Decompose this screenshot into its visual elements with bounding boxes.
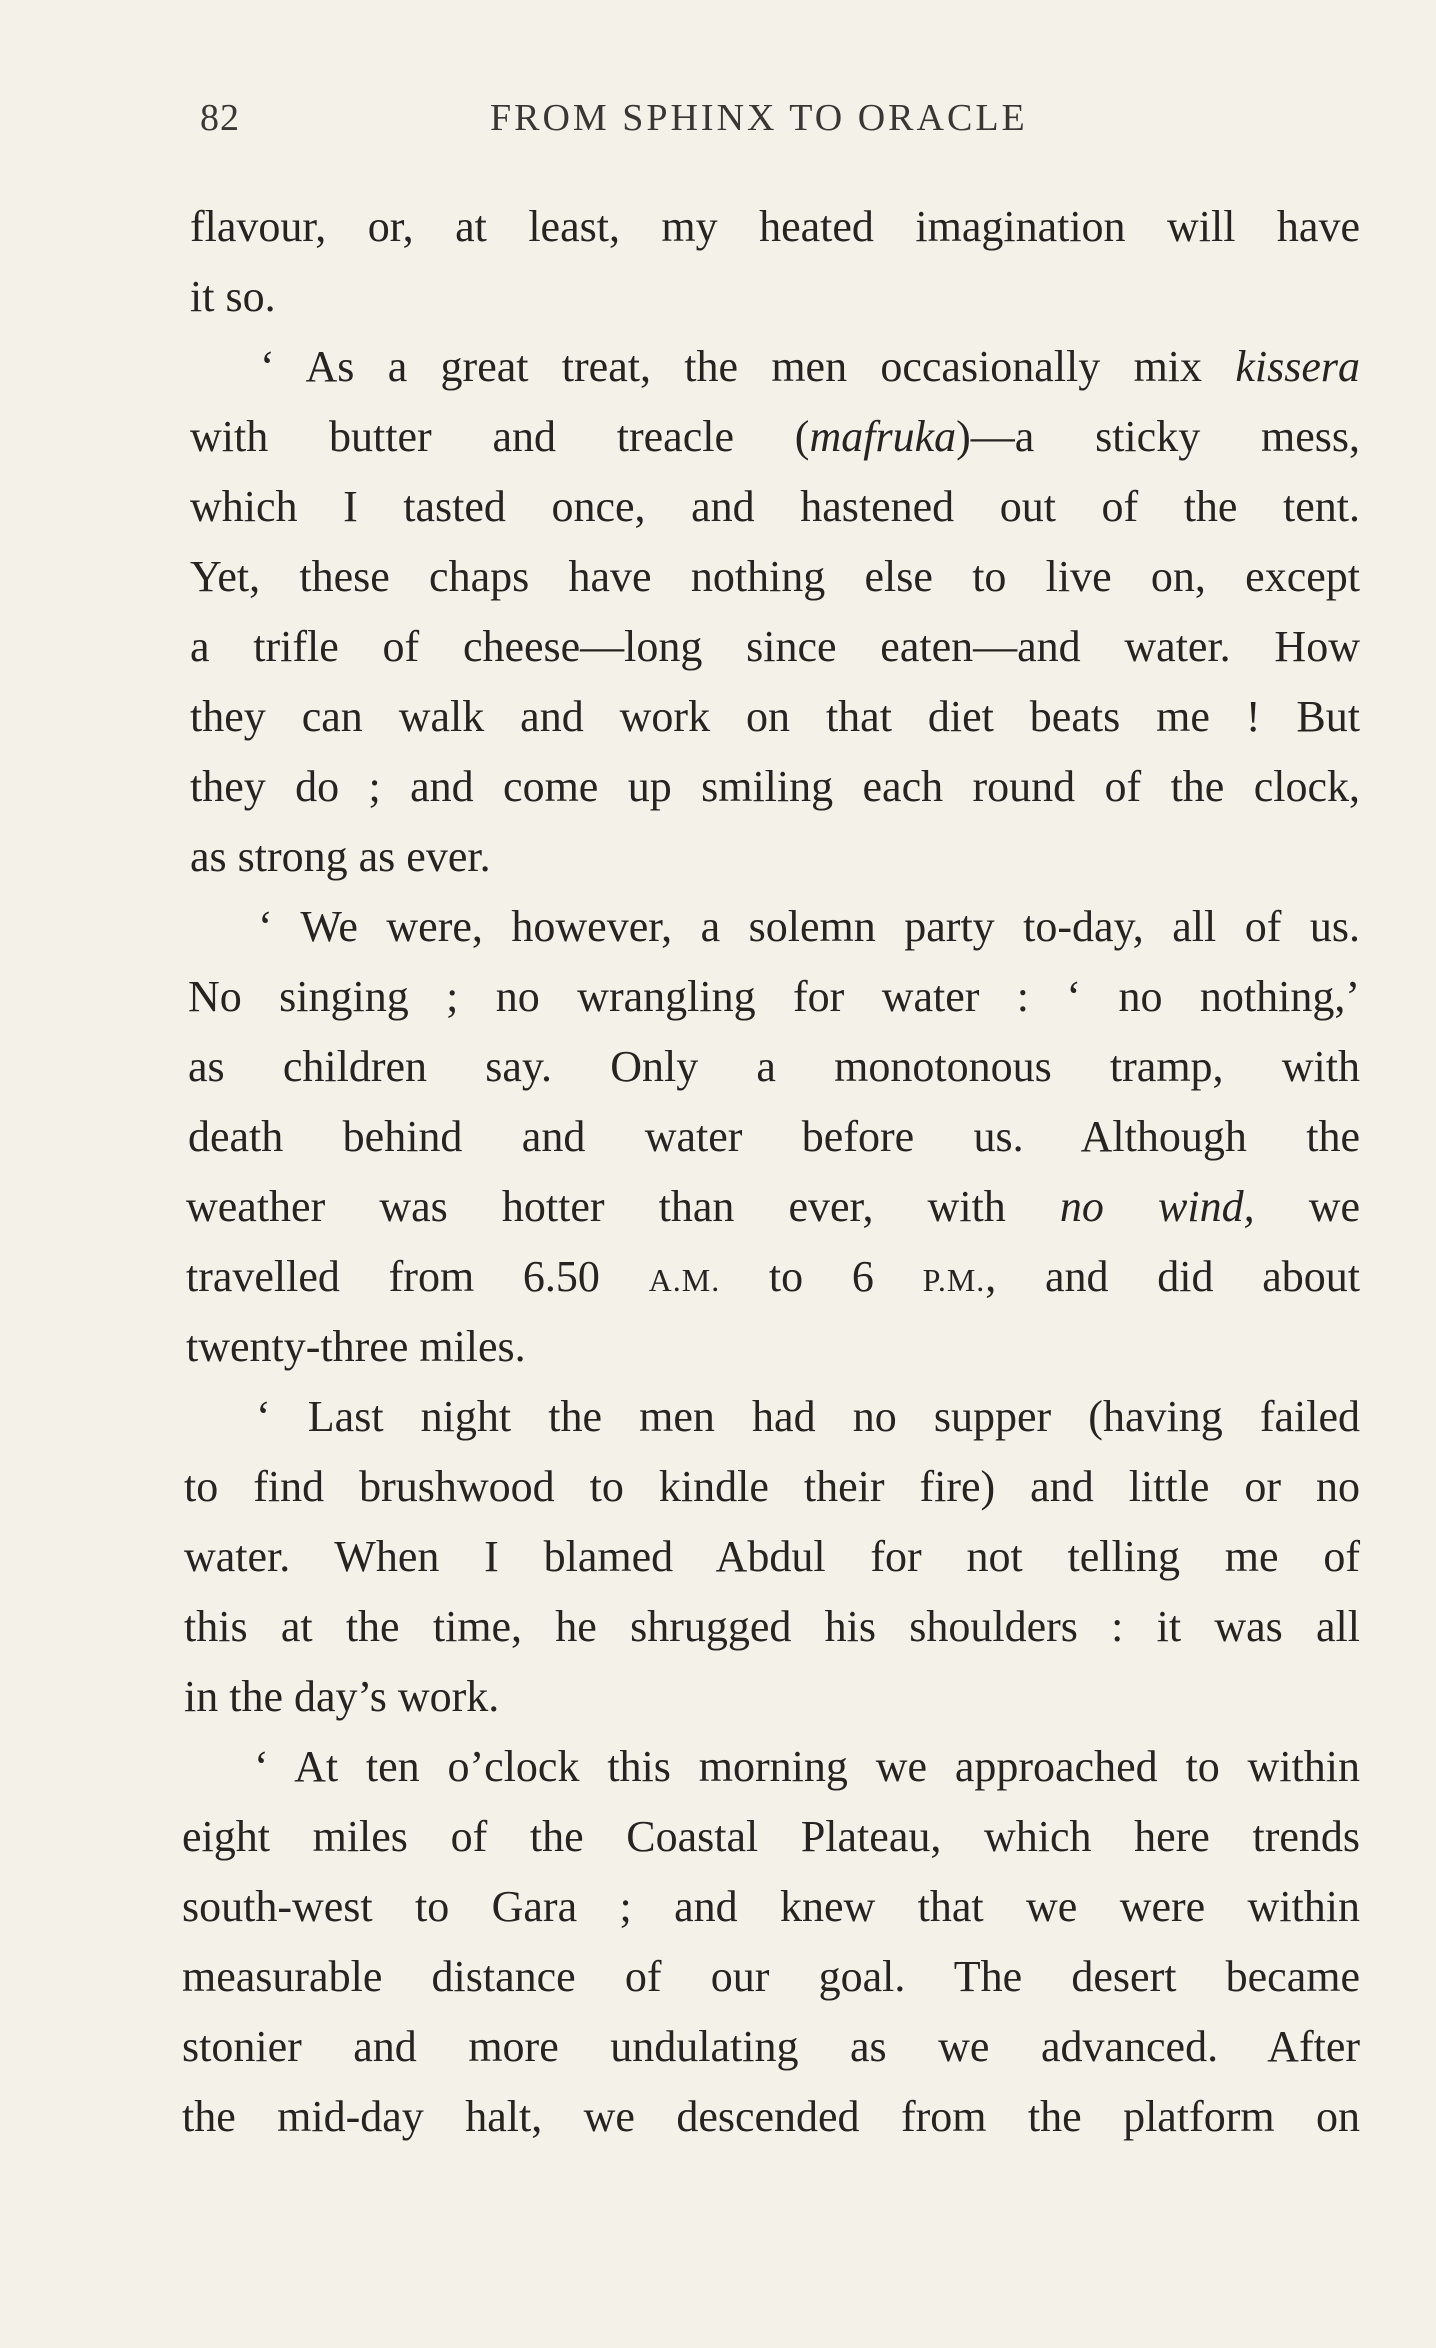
text-line: this at the time, he shrugged his shoulders : it was all [184, 1602, 1360, 1651]
text-line: travelled from 6.50 A.M. to 6 P.M., and did about [186, 1252, 1360, 1301]
body-text [182, 192, 1360, 2152]
italic-term: mafruka [809, 412, 957, 461]
text-line: measurable distance of our goal. The desert became [182, 1952, 1360, 2001]
text-line: to find brushwood to kindle their fire) and little or no [184, 1462, 1360, 1511]
running-head [200, 96, 1360, 156]
text-line: they can walk and work on that diet beats me ! But [190, 692, 1360, 741]
text-line: ‘ At ten o’clock this morning we approached to within [254, 1742, 1360, 1791]
text-line: the mid-day halt, we descended from the platform on [182, 2092, 1360, 2141]
text-line: which I tasted once, and hastened out of the tent. [190, 482, 1360, 531]
text-line: twenty-three miles. [186, 1322, 526, 1371]
text-line: eight miles of the Coastal Plateau, which here trends [182, 1812, 1360, 1861]
text-line: death behind and water before us. Although the [188, 1112, 1360, 1161]
text-line: with butter and treacle (mafruka)—a sticky mess, [190, 412, 1360, 461]
italic-term: kissera [1235, 342, 1360, 391]
text-line: south-west to Gara ; and knew that we were within [182, 1882, 1360, 1931]
running-title: FROM SPHINX TO ORACLE [490, 97, 1028, 139]
page-number: 82 [200, 97, 240, 139]
text-line: they do ; and come up smiling each round of the clock, [190, 762, 1360, 811]
italic-phrase: no wind, [1059, 1182, 1255, 1231]
text-line: ‘ We were, however, a solemn party to-day, all of us. [258, 902, 1360, 951]
text-line: it so. [190, 272, 276, 321]
text-line: weather was hotter than ever, with no wind, we [186, 1182, 1360, 1231]
text-line: flavour, or, at least, my heated imagination will have [190, 202, 1360, 251]
text-line: No singing ; no wrangling for water : ‘ no nothing,’ [188, 972, 1360, 1021]
text-line: a trifle of cheese—long since eaten—and water. How [190, 622, 1360, 671]
text-line: ‘ Last night the men had no supper (having failed [256, 1392, 1360, 1441]
text-line: stonier and more undulating as we advanced. After [182, 2022, 1360, 2071]
text-line: as children say. Only a monotonous tramp, with [188, 1042, 1360, 1091]
text-line: water. When I blamed Abdul for not telling me of [184, 1532, 1360, 1581]
text-line: in the day’s work. [184, 1672, 500, 1721]
text-line: ‘ As a great treat, the men occasionally mix kissera [260, 342, 1360, 391]
text-line: Yet, these chaps have nothing else to live on, except [190, 552, 1360, 601]
text-line: as strong as ever. [190, 832, 491, 881]
